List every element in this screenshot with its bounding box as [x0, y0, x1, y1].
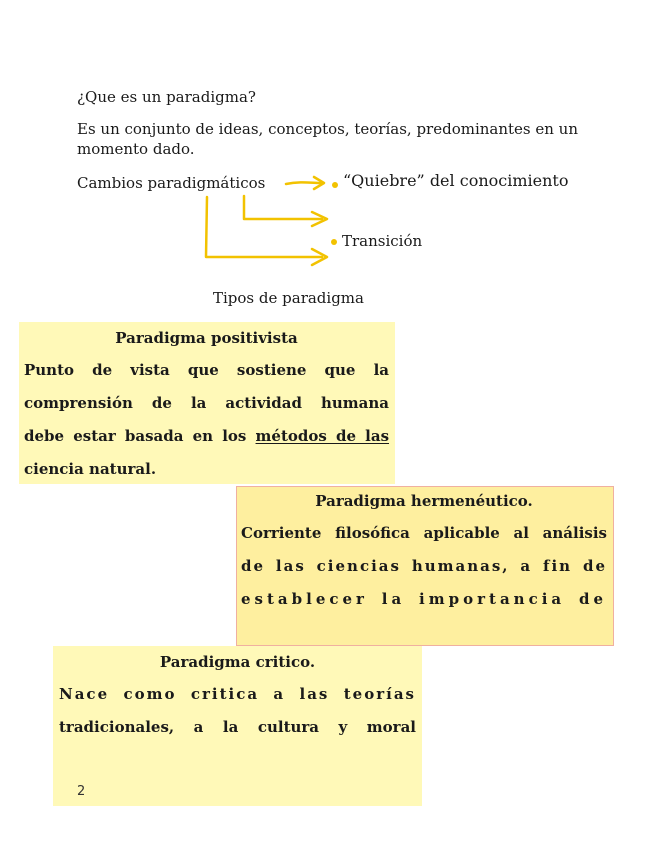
positivista-line-2: comprensión de la actividad humana	[24, 394, 389, 412]
positivista-title: Paradigma positivista	[115, 329, 298, 347]
hermeneutico-title: Paradigma hermenéutico.	[315, 492, 533, 510]
positivista-line-3	[24, 420, 389, 453]
positivista-line-4: ciencia natural.	[24, 460, 157, 478]
tipos-heading: Tipos de paradigma	[213, 289, 364, 307]
arrow-quiebre	[286, 182, 322, 184]
transicion-label: Transición	[342, 232, 423, 250]
metodos-link[interactable]: métodos de las	[255, 427, 390, 445]
critico-box	[53, 646, 422, 806]
definition-text: Es un conjunto de ideas, conceptos, teorías, predominantes en un momento dado.	[77, 120, 579, 158]
positivista-line-1: Punto de vista que sostiene que la	[24, 361, 389, 379]
arrow-outer-branch	[206, 197, 322, 257]
hermeneutico-line-3: establecer la importancia de	[241, 590, 607, 608]
positivista-box	[19, 322, 395, 484]
arrows-drawing	[0, 0, 655, 300]
cambios-label: Cambios paradigmáticos	[77, 174, 266, 192]
hermeneutico-line-1: Corriente filosófica aplicable al análisis	[241, 524, 607, 542]
bullet-dot-quiebre	[332, 182, 338, 188]
bullet-dot-transicion	[331, 239, 337, 245]
hermeneutico-box	[236, 486, 614, 646]
page-number: 2	[77, 784, 86, 799]
critico-line-2: tradicionales, a la cultura y moral	[59, 718, 416, 736]
positivista-line-3-text: debe estar basada en los	[24, 427, 256, 445]
arrow-inner-branch	[244, 196, 322, 219]
question-heading: ¿Que es un paradigma?	[77, 88, 256, 106]
quiebre-label: “Quiebre” del conocimiento	[343, 171, 569, 190]
critico-title: Paradigma critico.	[159, 653, 316, 671]
critico-line-1: Nace como critica a las teorías	[59, 685, 416, 703]
hermeneutico-line-2: de las ciencias humanas, a fin de	[241, 557, 607, 575]
